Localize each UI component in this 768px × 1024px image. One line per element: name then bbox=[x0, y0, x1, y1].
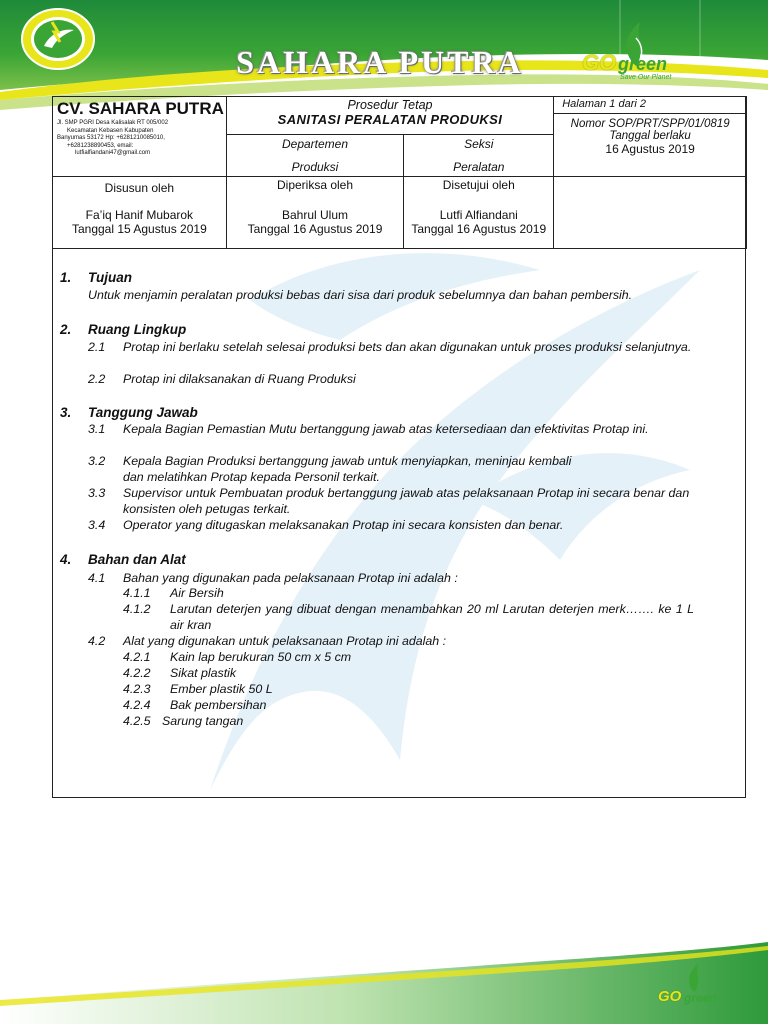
sop-title: SANITASI PERALATAN PRODUKSI bbox=[277, 112, 503, 127]
item-2-2-number: 2.2 bbox=[88, 372, 106, 386]
section-1-title: Tujuan bbox=[88, 270, 133, 285]
sop-header-table bbox=[52, 96, 747, 249]
section-1-number: 1. bbox=[60, 270, 72, 285]
item-4-1-1-number: 4.1.1 bbox=[123, 586, 151, 600]
item-4-2-4-text: Bak pembersihan bbox=[170, 698, 267, 712]
company-name: CV. SAHARA PUTRA bbox=[57, 99, 224, 118]
item-4-1-2-number: 4.1.2 bbox=[123, 602, 151, 616]
item-4-2-text: Alat yang digunakan untuk pelaksanaan Protap ini adalah : bbox=[123, 634, 447, 648]
item-3-2-text-line1: Kepala Bagian Produksi bertanggung jawab untuk menyiapkan, meninjau kembali bbox=[123, 454, 572, 468]
green-text: green bbox=[618, 54, 668, 74]
empty-cell bbox=[554, 177, 747, 249]
departemen-value: Produksi bbox=[291, 160, 339, 174]
item-4-2-number: 4.2 bbox=[88, 634, 106, 648]
tanggal-berlaku: 16 Agustus 2019 bbox=[605, 142, 695, 156]
meta-cell bbox=[554, 97, 747, 177]
company-address: Jl. SMP PGRI Desa Kalisalak RT 005/002 Kecamatan Kebasen Kabupaten Banyumas 53172 Hp: +6281210085010, +6281238890453, email: lutfialfiandani47@gmail.com bbox=[57, 120, 169, 157]
item-3-3-text: Supervisor untuk Pembuatan produk bertanggung jawab atas pelaksanaan Protap ini secara benar dan konsisten oleh petugas terkait. bbox=[123, 486, 690, 516]
go-tagline: Save Our Planet bbox=[620, 74, 672, 81]
company-logo bbox=[18, 6, 98, 72]
go-green-logo bbox=[578, 14, 718, 84]
item-4-1-text: Bahan yang digunakan pada pelaksanaan Protap ini adalah : bbox=[123, 571, 458, 585]
item-4-2-3-text: Ember plastik 50 L bbox=[170, 682, 273, 696]
seksi-cell bbox=[404, 135, 554, 177]
footer-green-band bbox=[0, 942, 768, 1024]
seksi-label: Seksi bbox=[464, 137, 494, 151]
item-4-2-3-number: 4.2.3 bbox=[123, 682, 151, 696]
section-2-number: 2. bbox=[60, 322, 72, 337]
disetujui-date: Tanggal 16 Agustus 2019 bbox=[411, 222, 547, 236]
nomor-sop: Nomor SOP/PRT/SPP/01/0819 bbox=[570, 118, 730, 130]
diperiksa-label: Diperiksa oleh bbox=[276, 178, 354, 192]
brand-title: SAHARA PUTRA bbox=[236, 44, 524, 80]
item-4-1-number: 4.1 bbox=[88, 571, 106, 585]
item-4-2-5-number: 4.2.5 bbox=[123, 714, 151, 728]
item-4-1-2-text: Larutan deterjen yang dibuat dengan menambahkan 20 ml Larutan deterjen merk……. ke 1 L air kran bbox=[170, 602, 694, 632]
item-4-2-2-text: Sikat plastik bbox=[170, 666, 237, 680]
item-3-3-number: 3.3 bbox=[88, 486, 106, 500]
item-4-2-1-number: 4.2.1 bbox=[123, 650, 151, 664]
halaman: Halaman 1 dari 2 bbox=[554, 97, 746, 114]
section-4-title: Bahan dan Alat bbox=[88, 552, 186, 567]
departemen-cell bbox=[226, 135, 404, 177]
item-4-2-1-text: Kain lap berukuran 50 cm x 5 cm bbox=[170, 650, 352, 664]
disusun-date: Tanggal 15 Agustus 2019 bbox=[71, 222, 207, 236]
seksi-value: Peralatan bbox=[453, 160, 505, 174]
disetujui-name: Lutfi Alfiandani bbox=[439, 208, 518, 222]
go-text-footer: GO bbox=[658, 988, 682, 1005]
disusun-cell bbox=[53, 177, 227, 249]
item-4-2-5-text: Sarung tangan bbox=[162, 714, 244, 728]
section-3-title: Tanggung Jawab bbox=[88, 405, 198, 420]
prosedur-label: Prosedur Tetap bbox=[347, 98, 433, 112]
item-3-2-text-line2: dan melatihkan Protap kepada Personil terkait. bbox=[123, 470, 380, 484]
item-2-1-text: Protap ini berlaku setelah selesai produksi bets dan akan digunakan untuk proses produksi selanjutnya. bbox=[123, 340, 692, 354]
disusun-label: Disusun oleh bbox=[104, 181, 175, 195]
item-4-1-1-text: Air Bersih bbox=[170, 586, 224, 600]
diperiksa-cell bbox=[226, 177, 404, 249]
item-4-2-4-number: 4.2.4 bbox=[123, 698, 151, 712]
diperiksa-date: Tanggal 16 Agustus 2019 bbox=[247, 222, 383, 236]
tanggal-berlaku-label: Tanggal berlaku bbox=[609, 130, 691, 142]
item-3-4-number: 3.4 bbox=[88, 518, 106, 532]
item-2-1-number: 2.1 bbox=[88, 340, 106, 354]
go-green-logo-footer bbox=[656, 962, 746, 1012]
go-text: GO bbox=[582, 50, 617, 75]
disusun-name: Fa’iq Hanif Mubarok bbox=[85, 208, 194, 222]
item-3-2-number: 3.2 bbox=[88, 454, 106, 468]
disetujui-label: Disetujui oleh bbox=[442, 178, 515, 192]
item-3-4-text: Operator yang ditugaskan melaksanakan Protap ini secara konsisten dan benar. bbox=[123, 518, 564, 532]
diperiksa-name: Bahrul Ulum bbox=[281, 208, 349, 222]
section-2-title: Ruang Lingkup bbox=[88, 322, 187, 337]
item-4-2-2-number: 4.2.2 bbox=[123, 666, 151, 680]
green-text-footer: green bbox=[684, 991, 717, 1005]
section-4-number: 4. bbox=[60, 552, 72, 567]
disetujui-cell bbox=[404, 177, 554, 249]
title-cell bbox=[226, 97, 554, 135]
item-3-1-number: 3.1 bbox=[88, 422, 106, 436]
company-cell bbox=[53, 97, 227, 177]
departemen-label: Departemen bbox=[281, 137, 349, 151]
section-3-number: 3. bbox=[60, 405, 72, 420]
section-1-text: Untuk menjamin peralatan produksi bebas dari sisa dari produk sebelumnya dan bahan pembersih. bbox=[88, 288, 633, 302]
item-3-1-text: Kepala Bagian Pemastian Mutu bertanggung jawab atas ketersediaan dan efektivitas Protap ini. bbox=[123, 422, 649, 436]
item-2-2-text: Protap ini dilaksanakan di Ruang Produksi bbox=[123, 372, 356, 386]
